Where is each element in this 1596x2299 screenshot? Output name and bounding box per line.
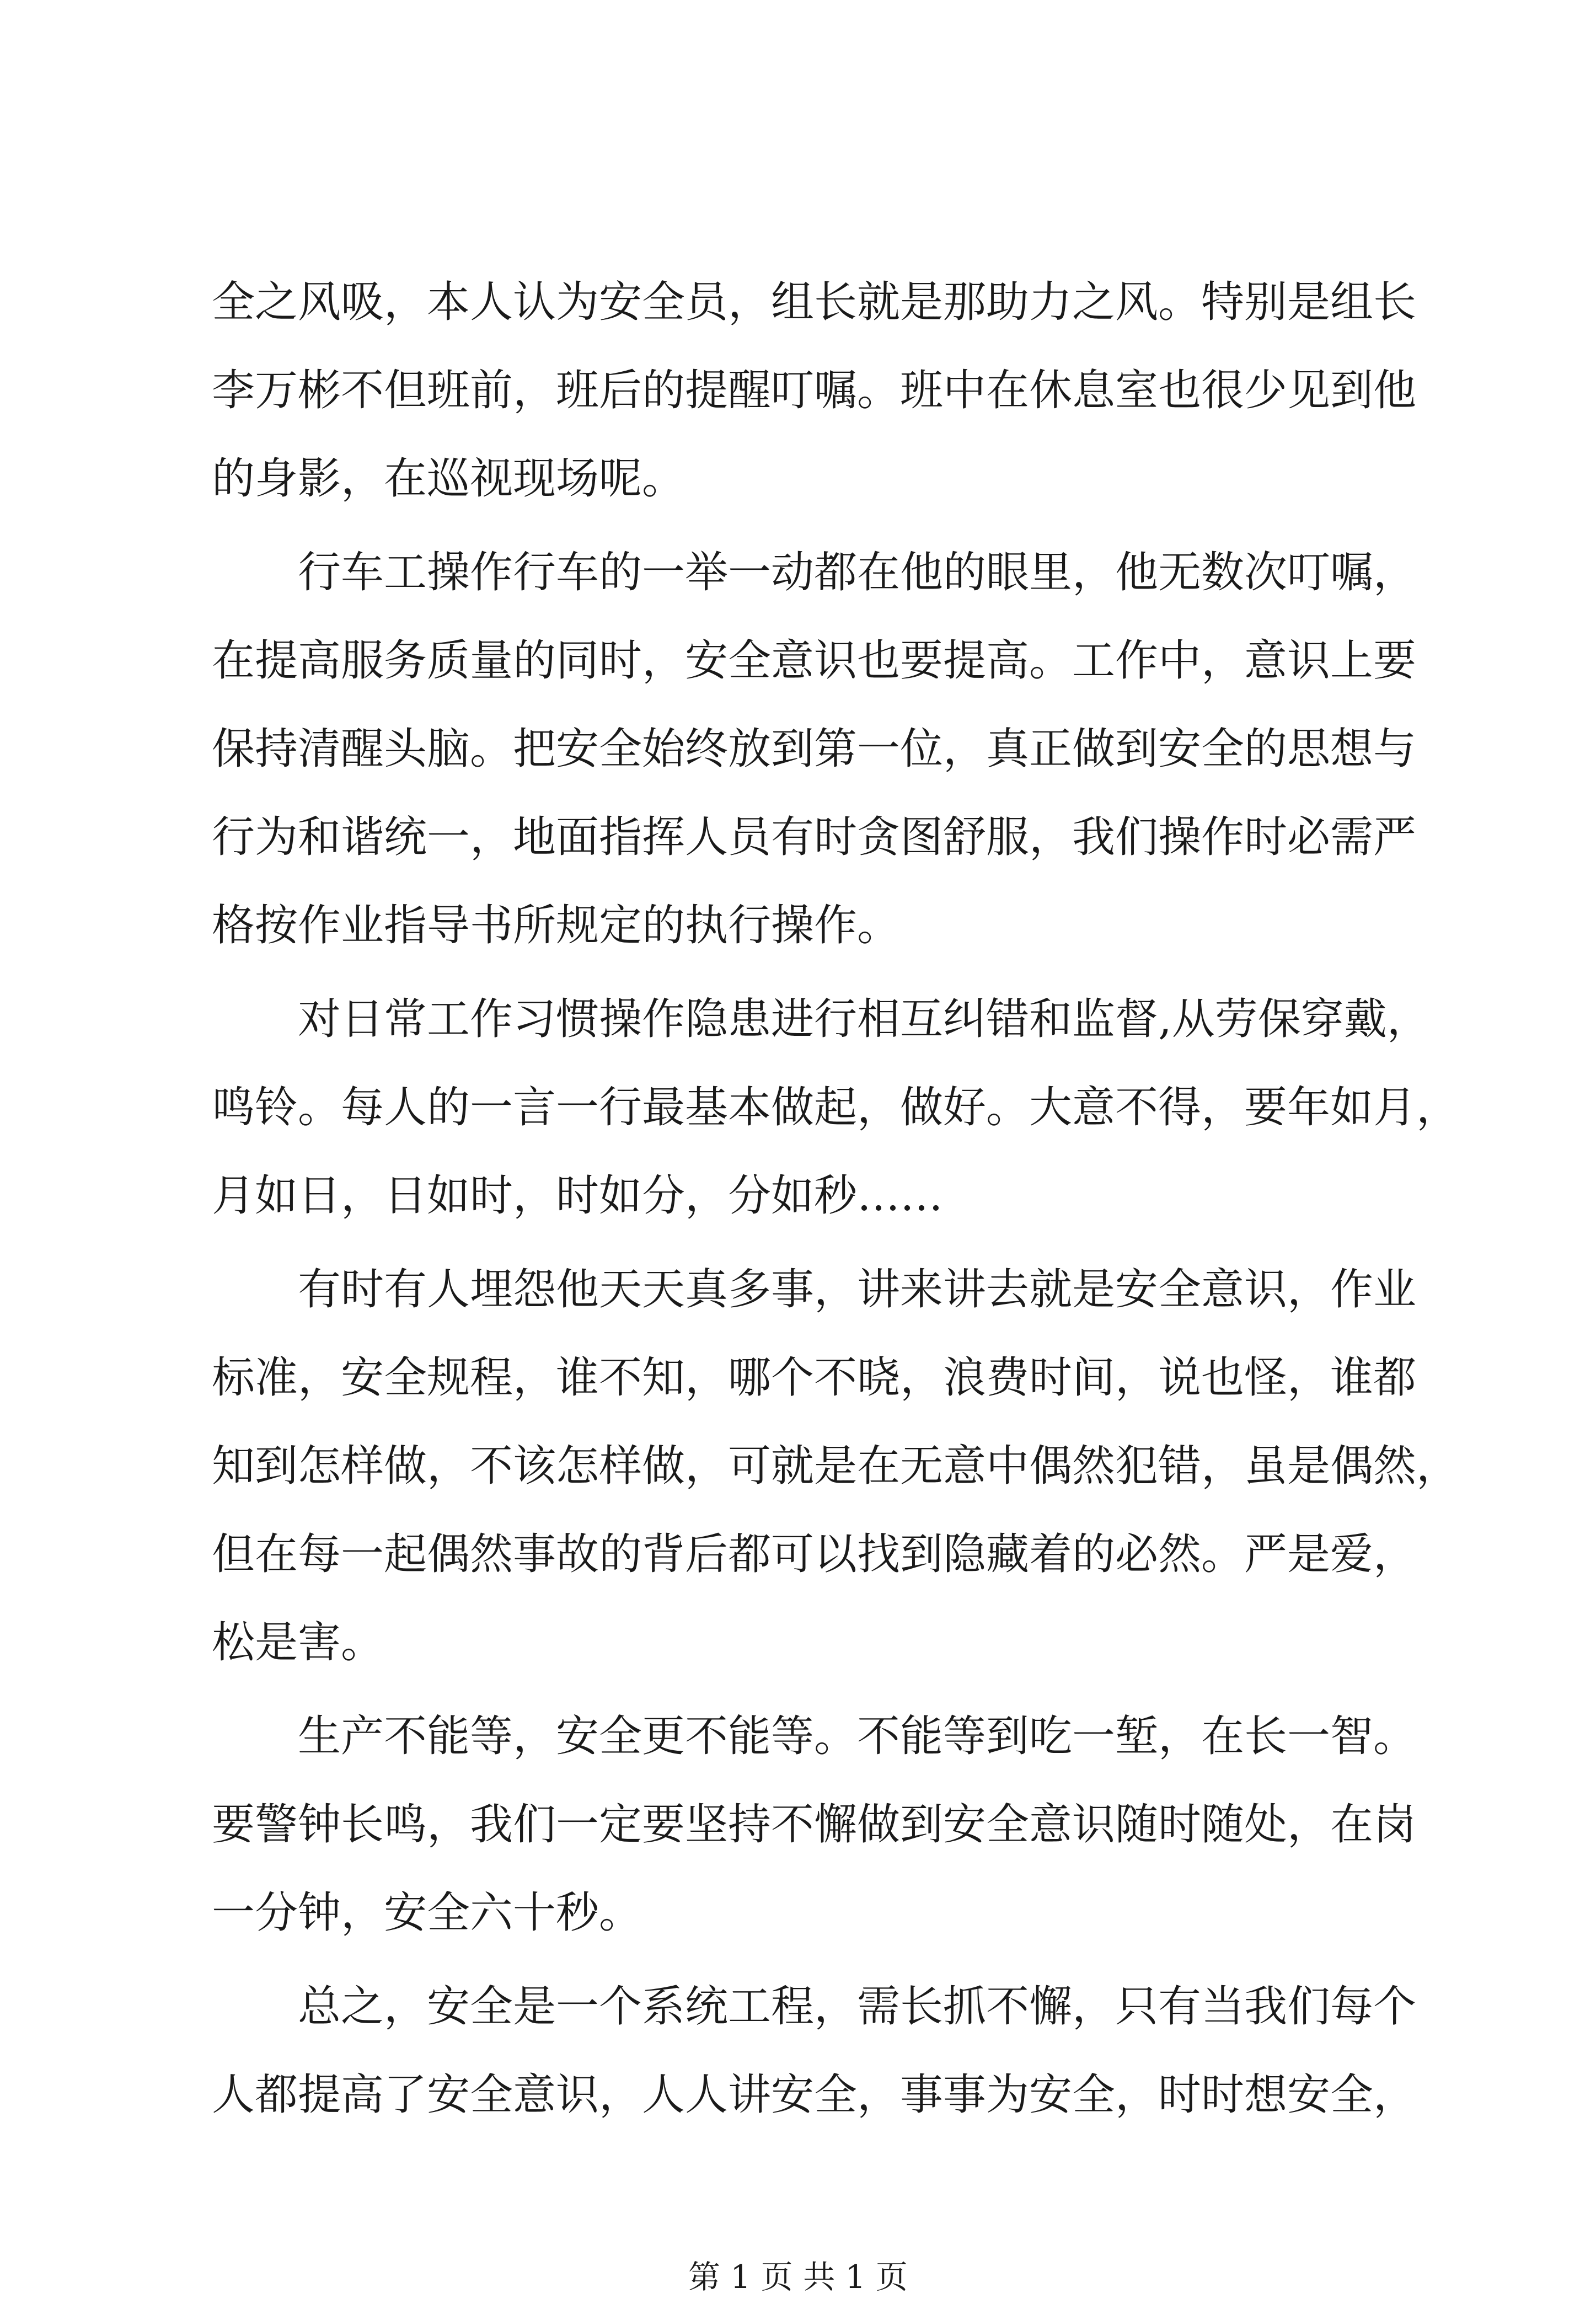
- text-line: 总之，安全是一个系统工程，需长抓不懈，只有当我们每个: [298, 1982, 1417, 2031]
- text-line: 但在每一起偶然事故的背后都可以找到隐藏着的必然。严是爱，: [212, 1530, 1417, 1579]
- text-line: 人都提高了安全意识，人人讲安全，事事为安全，时时想安全，: [212, 2070, 1417, 2120]
- text-line: 鸣铃。每人的一言一行最基本做起，做好。大意不得，要年如月，: [212, 1083, 1460, 1132]
- text-line: 保持清醒头脑。把安全始终放到第一位，真正做到安全的思想与: [212, 724, 1417, 774]
- text-line: 月如日，日如时，时如分，分如秒……: [212, 1171, 944, 1221]
- text-line: 全之风吸，本人认为安全员，组长就是那助力之风。特别是组长: [212, 277, 1417, 327]
- text-line: 有时有人埋怨他天天真多事，讲来讲去就是安全意识，作业: [298, 1265, 1417, 1314]
- text-line: 要警钟长鸣，我们一定要坚持不懈做到安全意识随时随处，在岗: [212, 1800, 1417, 1849]
- page-footer: 第 1 页 共 1 页: [688, 2258, 908, 2296]
- text-line: 标准，安全规程，谁不知，哪个不晓，浪费时间，说也怪，谁都: [212, 1353, 1417, 1403]
- text-line: 的身影，在巡视现场呢。: [212, 454, 685, 504]
- text-line: 对日常工作习惯操作隐患进行相互纠错和监督,从劳保穿戴，: [298, 995, 1430, 1044]
- text-line: 生产不能等，安全更不能等。不能等到吃一堑，在长一智。: [298, 1712, 1417, 1761]
- text-line: 在提高服务质量的同时，安全意识也要提高。工作中，意识上要: [212, 636, 1417, 686]
- text-line: 格按作业指导书所规定的执行操作。: [212, 901, 901, 950]
- text-line: 李万彬不但班前，班后的提醒叮嘱。班中在休息室也很少见到他: [212, 366, 1417, 415]
- text-line: 行车工操作行车的一举一动都在他的眼里，他无数次叮嘱，: [298, 548, 1417, 597]
- text-line: 一分钟，安全六十秒。: [212, 1888, 642, 1938]
- text-line: 知到怎样做，不该怎样做，可就是在无意中偶然犯错，虽是偶然，: [212, 1441, 1460, 1491]
- text-line: 松是害。: [212, 1618, 384, 1667]
- text-line: 行为和谐统一，地面指挥人员有时贪图舒服，我们操作时必需严: [212, 812, 1417, 862]
